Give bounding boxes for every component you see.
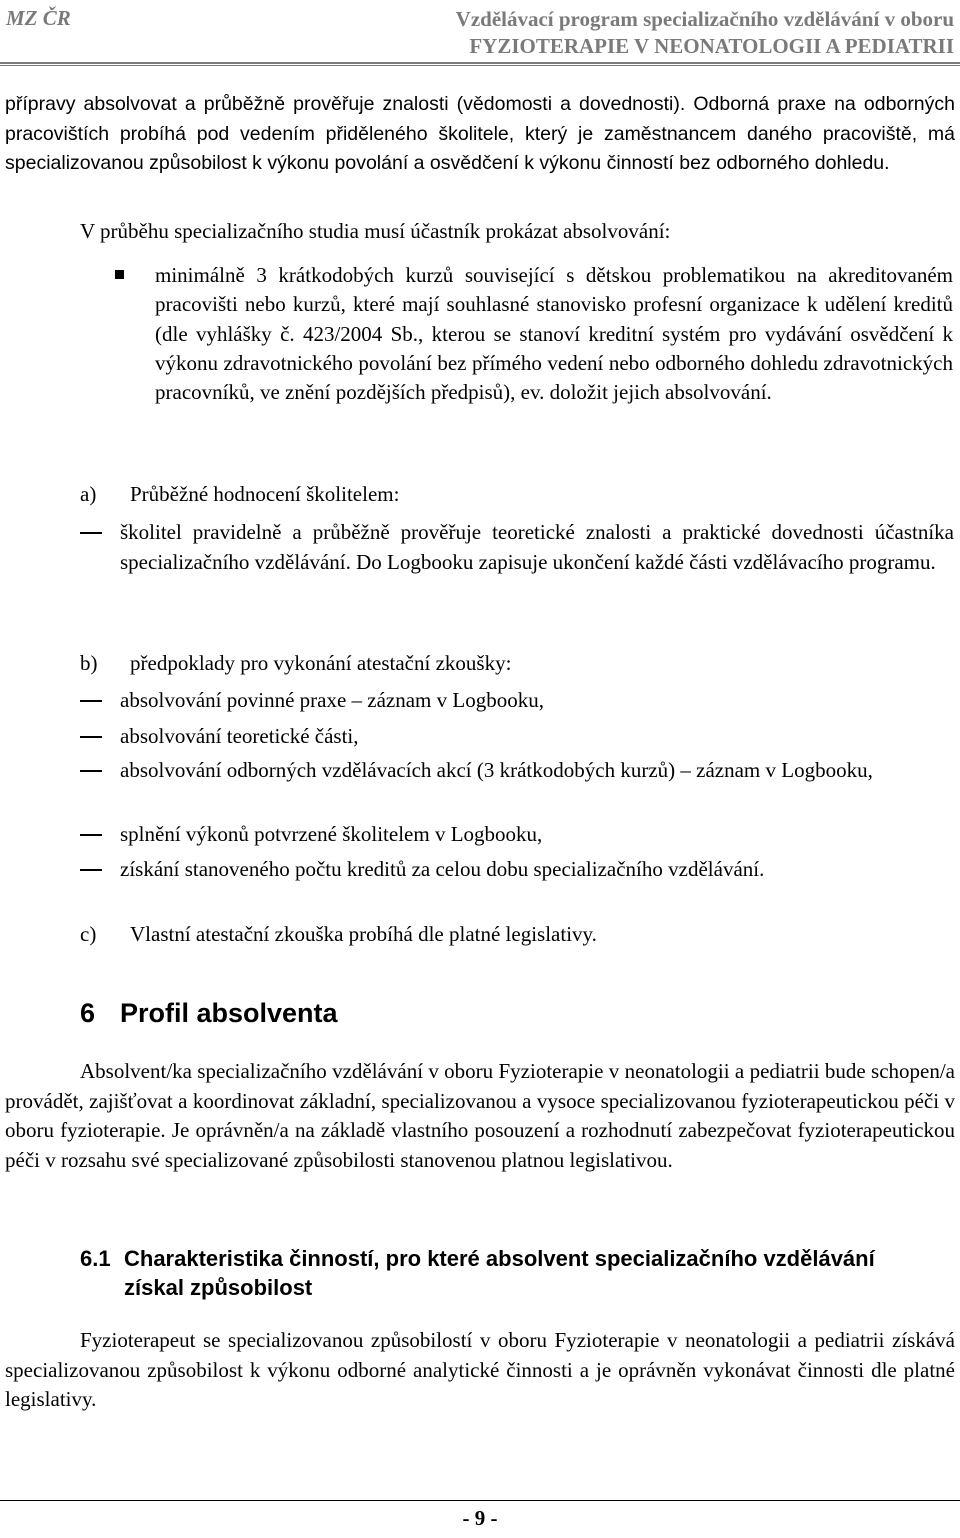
dash-bullet-icon [80,834,102,836]
section-a-heading [80,482,399,507]
paragraph-practice: přípravy absolvovat a průběžně prověřuje znalosti (vědomosti a dovednosti). Odborná praxe na odborných pracovištích probíhá pod vedením přiděleného školitele, který je zaměstnancem daného pracoviště, má specializovanou způsobilost k výkonu povolání a osvědčení k výkonu činností bez odborného dohledu. [5,93,955,174]
paragraph-characteristics: Fyzioterapeut se specializovanou způsobilostí v oboru Fyzioterapie v neonatologii a pediatrii získává specializovanou způsobilost k výkonu odborné analytické činnosti a je oprávněn vykonávat činnosti dle platné legislativy. [5,1328,955,1411]
dash-bullet-icon [80,700,102,702]
paragraph-profile: Absolvent/ka specializačního vzdělávání v oboru Fyzioterapie v neonatologii a pediatrii bude schopen/a provádět, zajišťovat a koordinovat základní, specializovanou a vysoce specializovanou fyzioterapeutickou péči v oboru fyzioterapie. Je oprávněn/a na základě vlastního posouzení a rozhodnutí zabezpečovat fyzioterapeutickou péči v rozsahu své specializované způsobilosti stanovenou platnou legislativou. [5,1059,955,1172]
section-title: Průběžné hodnocení školitelem: [130,482,400,506]
bullet-text: minimálně 3 krátkodobých kurzů související s dětskou problematikou na akreditovaném pracovišti nebo kurzů, které mají souhlasné stanovisko profesní organizace k udělení kreditů (dle vyhlášky č. 423/2004 Sb., kterou se stanoví kreditní systém pro vydávání osvědčení k výkonu zdravotnického povolání bez přímého vedení nebo odborného dohledu zdravotnických pracovníků, ve znění pozdějších předpisů), ev. doložit jejich absolvování. [155,263,953,405]
list-item-text: absolvování teoretické části, [120,724,359,748]
dash-bullet-icon [80,869,102,871]
dash-bullet-icon [80,736,102,738]
list-item-text: absolvování povinné praxe – záznam v Logbooku, [120,688,544,712]
section-b-heading [80,651,511,676]
section-heading-6 [80,998,338,1029]
header-rule-thin [0,65,960,66]
page-header [0,0,960,68]
heading-number: 6 [80,998,96,1028]
intro-line: V průběhu specializačního studia musí účastník prokázat absolvování: [80,219,671,243]
list-item-text: získání stanoveného počtu kreditů za celou dobu specializačního vzdělávání. [120,857,765,881]
dash-bullet-icon [80,532,102,534]
heading-number: 6.1 [80,1246,111,1271]
square-bullet-icon [115,270,124,279]
footer-rule [0,1500,960,1501]
header-program-title [456,6,954,60]
section-label: c) [80,922,97,946]
list-item-text: školitel pravidelně a průběžně prověřuje teoretické znalosti a praktické dovednosti účastníka specializačního vzdělávání. Do Logbooku zapisuje ukončení každé části vzdělávacího programu. [120,520,954,574]
header-rule [0,62,960,64]
header-ministry: MZ ČR [6,6,71,30]
list-item-text: splnění výkonů potvrzené školitelem v Logbooku, [120,822,543,846]
list-item-text: absolvování odborných vzdělávacích akcí (3 krátkodobých kurzů) – záznam v Logbooku, [120,758,873,782]
heading-title: Charakteristika činností, pro které absolvent specializačního vzdělávání získal způsobilost [124,1246,875,1300]
section-label: a) [80,482,97,506]
dash-bullet-icon [80,770,102,772]
section-title: předpoklady pro vykonání atestační zkoušky: [130,651,512,675]
section-c-heading [80,922,597,947]
header-line-2: FYZIOTERAPIE V NEONATOLOGII A PEDIATRII [469,34,954,58]
header-line-1: Vzdělávací program specializačního vzdělávání v oboru [455,7,954,31]
section-title: Vlastní atestační zkouška probíhá dle platné legislativy. [130,922,597,946]
heading-title: Profil absolventa [120,998,338,1028]
page-number: - 9 - [462,1506,498,1530]
section-label: b) [80,651,98,675]
